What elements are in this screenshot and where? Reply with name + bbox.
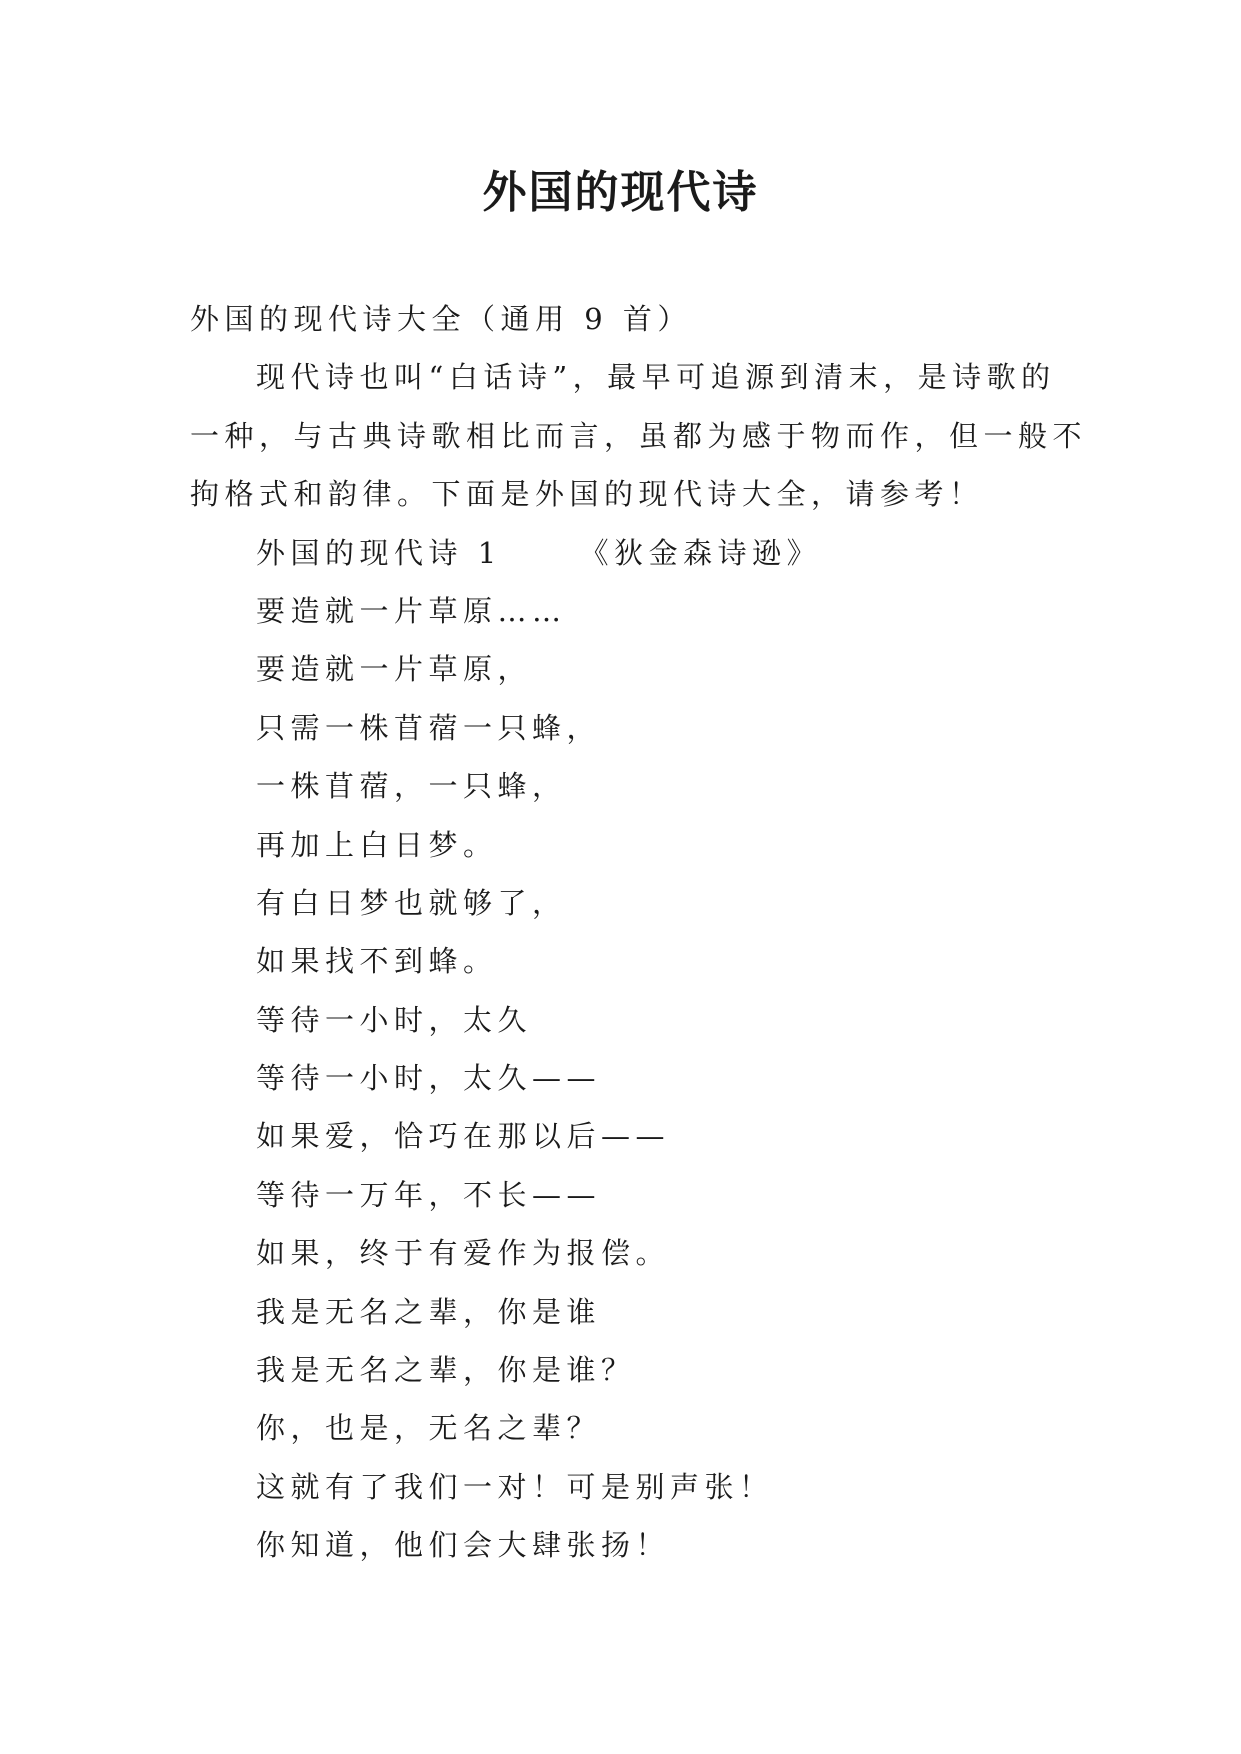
poem-line: 一株苜蓿，一只蜂， [256,769,567,804]
poem-line: 要造就一片草原…… [256,593,567,628]
poem-line: 如果找不到蜂。 [256,944,498,979]
poem-heading-label: 外国的现代诗 1 [256,535,502,570]
poem-line: 只需一株苜蓿一只蜂， [256,710,602,745]
intro-paragraph-line: 拘格式和韵律。下面是外国的现代诗大全，请参考！ [190,477,984,512]
poem-line: 要造就一片草原， [256,652,533,687]
document-title: 外国的现代诗 [482,167,759,218]
poem-line: 如果，终于有爱作为报偿。 [256,1236,671,1271]
intro-paragraph-line: 一种，与古典诗歌相比而言，虽都为感于物而作，但一般不 [190,418,1088,453]
poem-line: 如果爱，恰巧在那以后—— [256,1119,671,1154]
poem-line: 这就有了我们一对！可是别声张！ [256,1469,774,1504]
poem-heading [190,524,1070,582]
poem-line: 再加上白日梦。 [256,827,498,862]
poem-line: 等待一小时，太久—— [256,1061,602,1096]
poem-heading-source: 《狄金森诗逊》 [579,535,822,570]
poem-line: 我是无名之辈，你是谁 [256,1294,602,1329]
poem-line: 你知道，他们会大肆张扬！ [256,1528,671,1563]
poem-line: 有白日梦也就够了， [256,885,567,920]
poem-line: 等待一万年，不长—— [256,1177,602,1212]
poem-line: 等待一小时，太久 [256,1002,533,1037]
document-subtitle: 外国的现代诗大全（通用 9 首） [190,302,692,336]
poem-line: 你，也是，无名之辈？ [256,1411,602,1446]
poem-line: 我是无名之辈，你是谁？ [256,1353,636,1388]
intro-paragraph-line: 现代诗也叫“白话诗”，最早可追源到清末，是诗歌的 [256,360,1056,395]
document-body [190,290,1088,1575]
